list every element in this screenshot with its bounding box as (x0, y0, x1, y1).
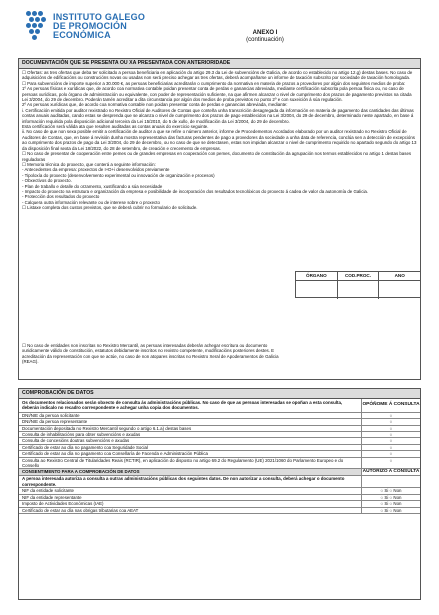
authorize-column-header: AUTORIZO A CONSULTA (362, 469, 420, 475)
list-item: - Tipoloxía do proxecto (desenvolvemento experimental ou innovación de organización e procesos) (22, 172, 215, 178)
consult-option[interactable]: ○ Si ○ Non (361, 488, 420, 493)
row-label: NIF da entidade solicitante (22, 488, 74, 494)
list-item[interactable]: ☐ Ofertas: as tres ofertas que deba ter solicitado a persoa beneficiaria en aplicación do artigo 29.3 da Lei de subvencións de Galicia, de acordo co establecido no artigo 12.g) destas bases. No caso de adquisicións de edificacións ou construcións novas ou usadas non será preciso achegar as tres ofertas, deberá acompañarse un informe de taxación subscrito por sociedade de taxación homologada. (22, 70, 413, 81)
oppose-rows (19, 413, 420, 470)
table-header-year: ANO (394, 273, 405, 278)
consult-option[interactable]: ○ (361, 419, 420, 424)
list-item[interactable]: ☐ Memoria técnica do proxecto, que conterá a seguinte información: (22, 161, 156, 167)
authorize-rows (19, 488, 420, 514)
list-item: - Plan de traballo e detalle do orzamento, xustificando a súa necesidade (22, 183, 163, 189)
row-label: Imposto de Actividades Económicas (IAE) (22, 501, 104, 507)
list-item[interactable]: ☐ No caso de entidades non inscritas no Rexistro Mercantil, as persoas interesadas deberán achegar escritura ou documento xuridicamente válido de constitución, estatutos debidamente inscritos no rexistro competente, modificacións posteriores destes. E acreditación da representación con que se actúe, no caso de non atopares inscritas no Rexistro Xeral de Apoderamentos de Galicia (REAG). (22, 343, 279, 365)
data-check-intro: Os documentos relacionados serán obxecto de consulta ás administracións públicas. No caso de que as persoas interesadas se opoñan a esta consulta, deberán indicalo no recadro correspondente e achegar unha copia dos documentos. (22, 400, 343, 411)
row-label: DNI/NIE da persoa solicitante (22, 412, 80, 418)
row-label: Certificado de estar ao día nas obrigas tributarias coa AEAT (22, 507, 139, 513)
consult-option[interactable]: ○ (361, 438, 420, 443)
consult-option[interactable]: ○ (361, 451, 420, 456)
list-item: - Antecedentes da empresa: proxectos de I+D+i desenvolvidos previamente (22, 167, 170, 173)
row-label: Consulta ao Rexistro Central de Titularidades Reais (RCTIR), en aplicación do disposto no artigo 69.2 do Regulamento (UE) 2021/1060 do Parlamento Europeo e do Consello (22, 457, 344, 469)
consult-option[interactable]: ○ (361, 445, 420, 450)
list-item[interactable]: ☐ No caso de presentar de cooperación entre pemes ou de grandes empresas en cooperación con pemes, documento de constitución da agrupación nos termos establecidos no artigo 1 destas bases reguladoras (22, 151, 412, 162)
section-header: DOCUMENTACIÓN QUE SE PRESENTA OU XA PRESENTADA CON ANTERIORIDADE (19, 59, 420, 69)
consult-option[interactable]: ○ Si ○ Non (361, 501, 420, 506)
code-field[interactable] (338, 281, 380, 299)
list-item: - Protección dos resultados do proxecto (22, 194, 100, 200)
documentation-list (19, 69, 420, 212)
list-item[interactable]: ☐ Para subvencións de importe superior a 30.000 €, as persoas beneficiarias acreditarán o cumprimento da normativa en materia de prazos a provedores por algún dos seguintes medios de proba: (22, 80, 406, 86)
consult-option[interactable]: ○ Si ○ Non (361, 495, 420, 500)
row-label: Consulta de inhabilitacións para obter subvencións e axudas (22, 432, 141, 438)
table-header-code: COD.PROC. (338, 272, 380, 280)
consult-option[interactable]: ○ (361, 413, 420, 418)
consent-intro: A persoa interesada autoriza a consulta a outras administracións públicas dos seguintes datos. De non autorizar a consulta, deberá achegar o documento correspondente. (22, 476, 345, 487)
year-field[interactable] (379, 281, 420, 299)
consult-option[interactable]: ○ Si ○ Non (361, 508, 420, 513)
row-label: Documentación depositada no Rexistro Mercantil segundo o artigo 6.1.a) destas bases (22, 425, 192, 431)
list-item: - Obxectivos do proxecto. (22, 178, 72, 184)
organ-field[interactable] (296, 281, 338, 299)
list-item: - Impacto do proxecto na estrutura e organización da empresa e posibilidade de incorporación dos resultados tecnolóxicos do proxecto á cadea de valor da autonomía de Galicia. (22, 188, 369, 194)
documentation-section (18, 58, 421, 380)
list-item: 2º As persoas xurídicas que, de acordo coa normativa contable non poidan presentar conta de perdas e ganancias abreviada, mediante: (22, 102, 288, 108)
consult-option[interactable]: ○ (361, 426, 420, 431)
logo-mark-icon (26, 11, 48, 41)
logo-text: INSTITUTO GALEGO DE PROMOCIÓN ECONÓMICA (53, 12, 146, 40)
data-check-section (18, 388, 421, 600)
row-label: DNI/NIE da persoa representante (22, 419, 88, 425)
consult-option[interactable]: ○ (361, 432, 420, 437)
oppose-column-header: OPÓÑOME Á CONSULTA (361, 399, 420, 412)
procedure-table (295, 271, 421, 298)
igape-logo (26, 11, 156, 45)
list-item: 1º As persoas físicas e xurídicas que, de acordo coa normativa contable poidan presentar conta de perdas e ganancias abreviada, mediante certificación subscrita pola persoa física ou, no caso de persoas xurídicas, polo órgano de administración ou equivalente, con poder de representación suficiente, na que afirmen alcanzar o nivel de cumprimento dos prazos de pagamento previstos na citada Lei 3/2004, do 29 de decembro. Poderán tamén acreditar a dita circunstancia por algún dos medios de proba previstos no punto 2º e con suxeición á súa regulación. (22, 86, 412, 103)
list-item: Esta certificación será válida ata que resulten auditadas as contas anuais do exercicio seguinte. (22, 124, 209, 130)
row-label: Consulta de concesións doutras subvencións e axudas (22, 438, 130, 444)
consult-option[interactable]: ○ (361, 458, 420, 469)
list-item[interactable]: ☐ Listaxe completa dos custos previstos, que se deberá cubrir no formulario de solicitude. (22, 205, 198, 211)
list-item: - Calquera outra información relevante ou de interese sobre o proxecto (22, 199, 160, 205)
table-header-organ: ÓRGANO (296, 272, 338, 280)
consent-header: CONSENTIMENTO PARA A COMPROBACIÓN DE DATOS (22, 469, 140, 475)
table-row (19, 458, 420, 470)
row-label: Certificado de estar ao día no pagamento coa Seguridade Social (22, 444, 148, 450)
section-header: COMPROBACIÓN DE DATOS (19, 389, 420, 399)
table-row (19, 508, 420, 514)
list-item: ii. No caso de que non sexa posible emitir a certificación de auditor a que se refire o número anterior, informe de Procedementos Acordados elaborado por un auditor rexistrado no Rexistro Oficial de Auditores de Contas, que, en base á revisión dunha mostra representativa das facturas pendentes de pago a provedores da sociedade a unha data de referencia, conclúa sen a detección de excepcións ao cumprimento dos prazos de pago da Lei 3/2004, do 29 de decembro, ou no caso de que se detectasen, estas non impidan alcanzar o nivel de cumprimento requirido no apartado segundo do artigo 13 da disposición final sexta da Lei 18/2022, do 28 de setembro, de creación e crecemento de empresas. (22, 129, 417, 151)
anexo-title: ANEXO I (continuación) (246, 30, 284, 43)
row-label: NIF da entidade representante (22, 494, 82, 500)
row-label: Certificado de estar ao día no pagamento coa Consellaría de Facenda e Administración Pública (22, 451, 208, 457)
list-item: i. Certificación emitida por auditor rexistrado no Rexistro Oficial de Auditores de Contas que conteña unha transcrición desagregada da información en materia de pagamento das cantidades das últimas contas anuais auditadas, cando estas se desprenda que se alcanza o nivel de cumprimento dos prazos de pago establecidos na Lei 3/2004, do 29 de decembro, determinado neste apartado, en base á información requirida pola disposición adicional terceira da Lei 15/2010, do 5 de xullo, de modificación da Lei 3/2004, do 29 de decembro. (22, 107, 414, 124)
